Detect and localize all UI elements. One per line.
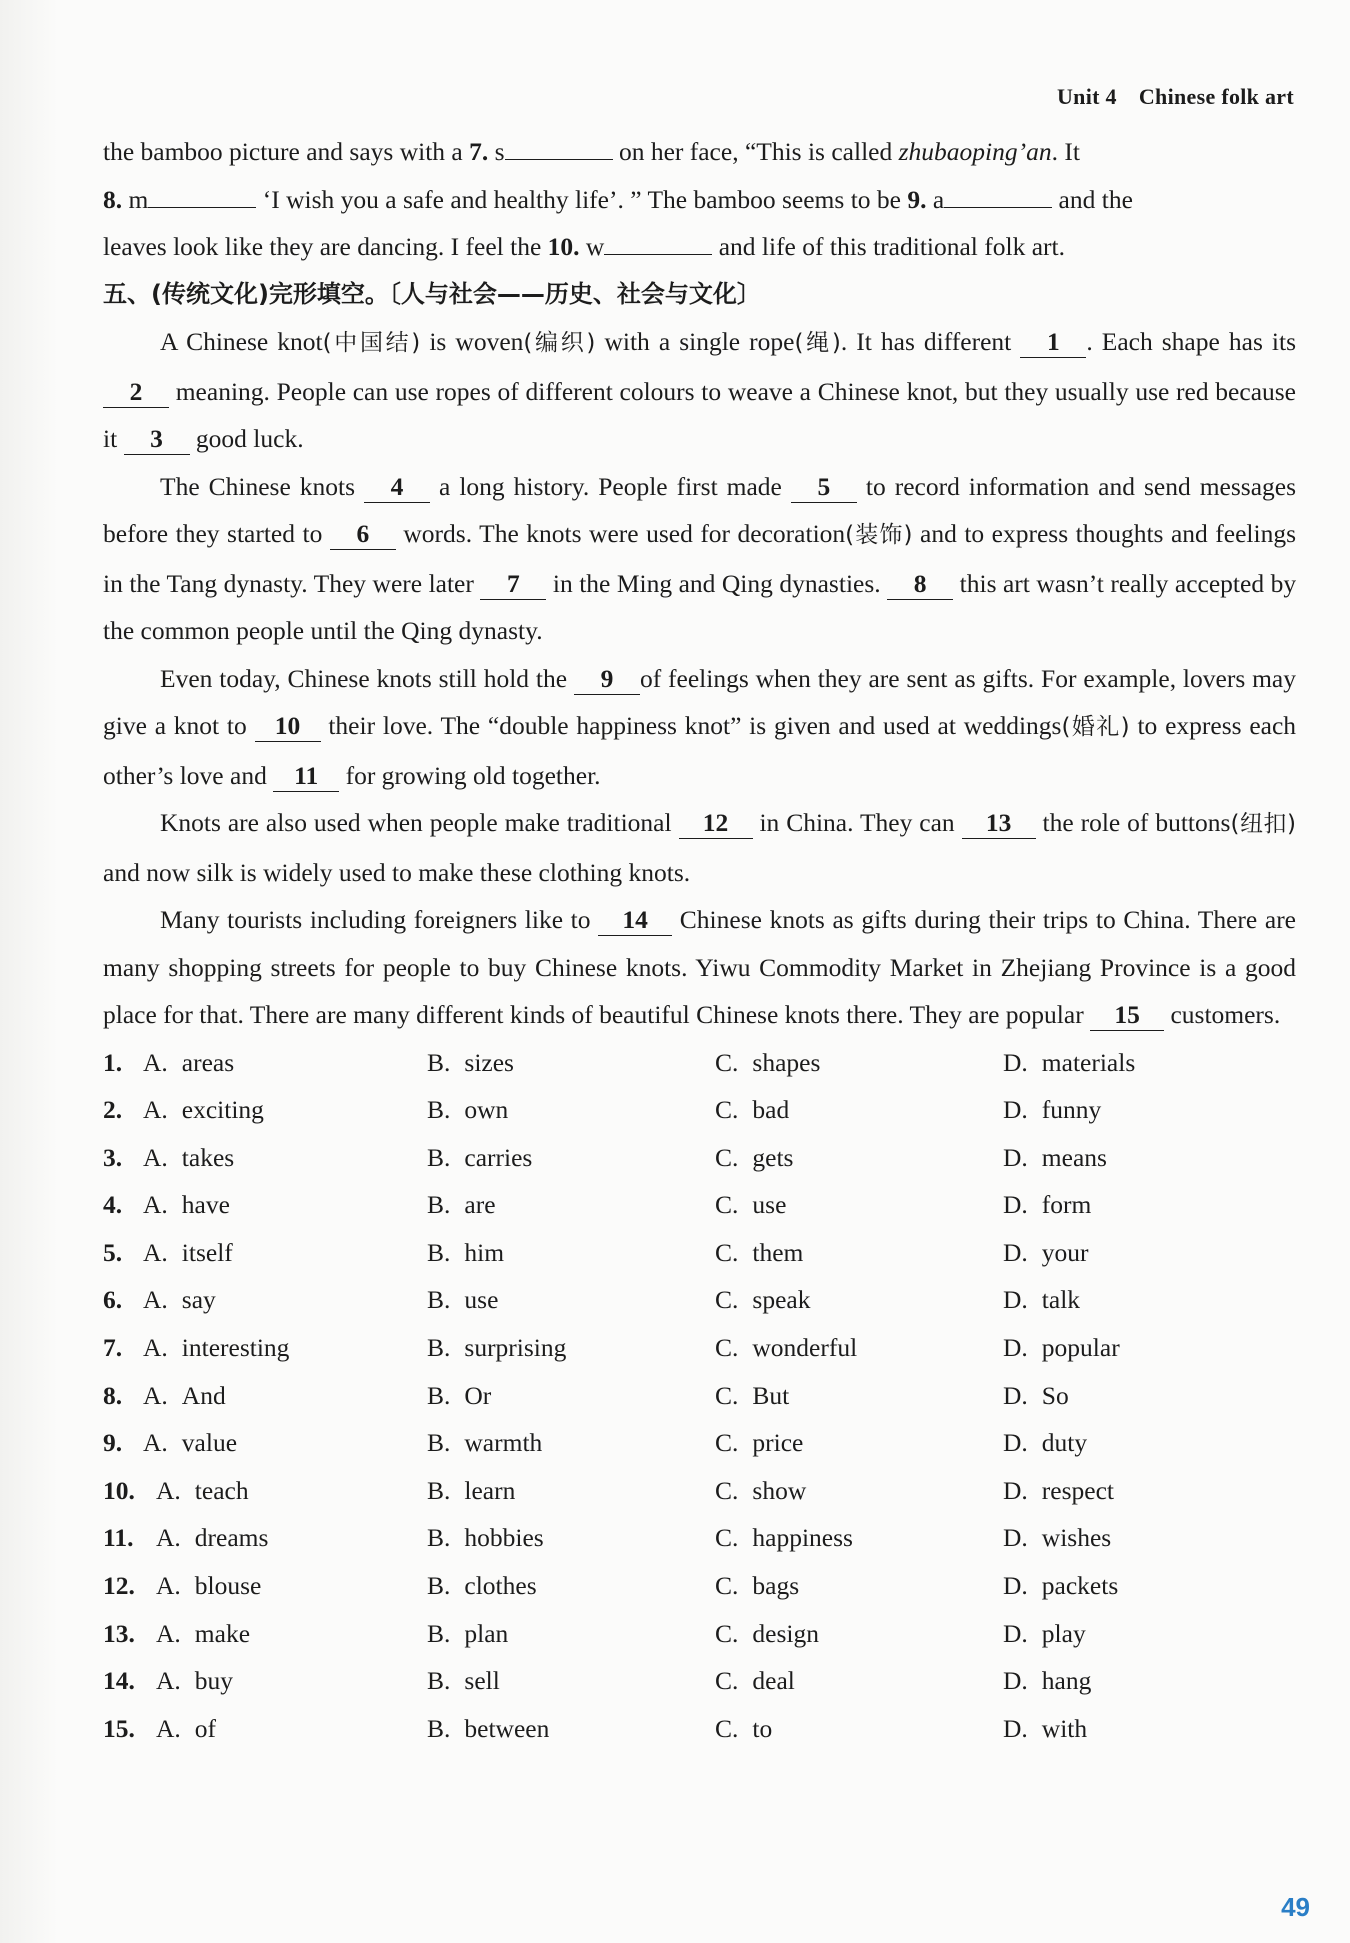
option-text: teach (194, 1475, 249, 1505)
option-text: packets (1041, 1571, 1119, 1601)
option-c[interactable] (715, 1705, 1003, 1753)
question-number: 5. (103, 1237, 123, 1267)
option-text: use (464, 1285, 499, 1315)
cloze-blank-8[interactable]: 8 (887, 569, 953, 600)
option-letter: A. (143, 1047, 168, 1077)
option-letter: B. (427, 1618, 451, 1648)
cloze-blank-3[interactable]: 3 (124, 424, 190, 455)
option-c[interactable] (715, 1562, 1003, 1610)
option-c[interactable] (715, 1657, 1003, 1705)
option-text: means (1041, 1142, 1107, 1172)
option-text: hang (1041, 1666, 1092, 1696)
option-text: learn (464, 1475, 516, 1505)
option-text: But (752, 1380, 790, 1410)
option-letter: B. (427, 1190, 451, 1220)
option-row (103, 1324, 1296, 1372)
option-letter: B. (427, 1475, 451, 1505)
option-d[interactable] (1003, 1705, 1296, 1753)
option-text: hobbies (464, 1523, 544, 1553)
question-number: 6. (103, 1285, 123, 1315)
option-letter: C. (715, 1047, 739, 1077)
option-d[interactable] (1003, 1229, 1296, 1277)
option-text: buy (194, 1666, 234, 1696)
section4-line1: the bamboo picture and says with a 7. s on her face, “This is called zhubaoping’an. It (103, 128, 1296, 176)
option-a[interactable] (103, 1181, 427, 1229)
option-a[interactable] (103, 1657, 427, 1705)
option-letter: A. (143, 1285, 168, 1315)
cloze-blank-13[interactable]: 13 (962, 808, 1036, 839)
option-letter: C. (715, 1475, 739, 1505)
option-text: bags (752, 1571, 800, 1601)
option-text: value (181, 1428, 238, 1458)
page-number: 49 (1281, 1892, 1310, 1922)
option-letter: B. (427, 1713, 451, 1743)
option-c[interactable] (715, 1039, 1003, 1087)
cloze-paragraph-2: The Chinese knots 4 a long history. People first made 5 to record information and send messages before they started to 6 words. The knots were used for decoration(装饰) and to express thoughts and feelings in the Tang dynasty. They were later 7 in the Ming and Qing dynasties. 8 this art wasn’t really accepted by the common people until the Qing dynasty. (103, 471, 1297, 645)
option-text: have (181, 1190, 230, 1220)
option-c[interactable] (715, 1229, 1003, 1277)
option-a[interactable] (103, 1705, 427, 1753)
question-number: 15. (103, 1713, 135, 1743)
section5-title: 五、(传统文化)完形填空。〔人与社会——历史、社会与文化〕 (103, 279, 761, 308)
fill-blank-7[interactable] (505, 129, 613, 160)
option-b[interactable] (427, 1086, 715, 1134)
option-letter: A. (156, 1666, 181, 1696)
option-a[interactable] (103, 1229, 427, 1277)
option-letter: B. (427, 1380, 451, 1410)
option-row (103, 1181, 1296, 1229)
option-text: between (464, 1713, 550, 1743)
option-text: are (464, 1190, 496, 1220)
cloze-blank-9[interactable]: 9 (574, 664, 640, 695)
option-text: blouse (194, 1571, 262, 1601)
question-number: 14. (103, 1666, 135, 1696)
option-text: carries (464, 1142, 533, 1172)
option-c[interactable] (715, 1181, 1003, 1229)
option-text: popular (1041, 1333, 1120, 1363)
option-text: sell (464, 1666, 500, 1696)
option-row (103, 1039, 1296, 1087)
fill-blank-8[interactable] (148, 177, 256, 208)
option-letter: B. (427, 1142, 451, 1172)
option-letter: C. (715, 1190, 739, 1220)
option-d[interactable] (1003, 1514, 1296, 1562)
option-c[interactable] (715, 1467, 1003, 1515)
option-c[interactable] (715, 1086, 1003, 1134)
cloze-paragraph-4: Knots are also used when people make traditional 12 in China. They can 13 the role of buttons(纽扣) and now silk is widely used to make these clothing knots. (103, 808, 1297, 887)
cloze-blank-11[interactable]: 11 (273, 761, 339, 792)
option-a[interactable] (103, 1276, 427, 1324)
question-number: 12. (103, 1571, 135, 1601)
option-a[interactable] (103, 1324, 427, 1372)
option-letter: D. (1003, 1333, 1028, 1363)
option-a[interactable] (103, 1514, 427, 1562)
question-number: 4. (103, 1190, 123, 1220)
question-number: 13. (103, 1618, 135, 1648)
option-text: wonderful (752, 1333, 858, 1363)
option-b[interactable] (427, 1276, 715, 1324)
option-c[interactable] (715, 1419, 1003, 1467)
option-letter: B. (427, 1095, 451, 1125)
option-text: exciting (181, 1095, 264, 1125)
option-text: dreams (194, 1523, 269, 1553)
cloze-blank-10[interactable]: 10 (255, 711, 321, 742)
option-letter: A. (156, 1618, 181, 1648)
cloze-paragraph-3: Even today, Chinese knots still hold the 9 of feelings when they are sent as gifts. For example, lovers may give a knot to 10 their love. The “double happiness knot” is given and used at weddings(婚礼) to express each other’s love and 11 for growing old together. (103, 663, 1297, 790)
option-c[interactable] (715, 1610, 1003, 1658)
option-letter: D. (1003, 1618, 1028, 1648)
option-d[interactable] (1003, 1467, 1296, 1515)
option-d[interactable] (1003, 1562, 1296, 1610)
cloze-blank-12[interactable]: 12 (679, 808, 753, 839)
option-row (103, 1086, 1296, 1134)
option-letter: B. (427, 1523, 451, 1553)
option-text: happiness (752, 1523, 853, 1553)
question-number: 7. (103, 1333, 123, 1363)
option-text: itself (181, 1237, 233, 1267)
option-text: play (1041, 1618, 1086, 1648)
option-letter: C. (715, 1523, 739, 1553)
option-text: So (1041, 1380, 1069, 1410)
option-b[interactable] (427, 1229, 715, 1277)
option-a[interactable] (103, 1134, 427, 1182)
option-letter: A. (143, 1190, 168, 1220)
option-letter: B. (427, 1666, 451, 1696)
option-letter: C. (715, 1713, 739, 1743)
section4-line2: 8. m ‘I wish you a safe and healthy life’. ” The bamboo seems to be 9. a and the (103, 176, 1296, 224)
option-a[interactable] (103, 1086, 427, 1134)
option-text: sizes (464, 1047, 514, 1077)
option-text: wishes (1041, 1523, 1112, 1553)
option-letter: A. (143, 1142, 168, 1172)
option-letter: B. (427, 1571, 451, 1601)
options-list (103, 1039, 1296, 1753)
option-b[interactable] (427, 1324, 715, 1372)
option-text: gets (752, 1142, 794, 1172)
option-row (103, 1229, 1296, 1277)
option-letter: B. (427, 1333, 451, 1363)
option-text: duty (1041, 1428, 1088, 1458)
option-c[interactable] (715, 1276, 1003, 1324)
option-a[interactable] (103, 1467, 427, 1515)
option-letter: D. (1003, 1142, 1028, 1172)
option-text: talk (1041, 1285, 1081, 1315)
option-c[interactable] (715, 1134, 1003, 1182)
option-text: speak (752, 1285, 811, 1315)
option-d[interactable] (1003, 1610, 1296, 1658)
option-text: use (752, 1190, 787, 1220)
option-text: own (464, 1095, 509, 1125)
question-number: 1. (103, 1047, 123, 1077)
option-text: make (194, 1618, 251, 1648)
option-d[interactable] (1003, 1372, 1296, 1420)
option-letter: A. (156, 1475, 181, 1505)
option-letter: D. (1003, 1523, 1028, 1553)
question-number: 10. (103, 1475, 135, 1505)
cloze-paragraph-1: A Chinese knot(中国结) is woven(编织) with a single rope(绳). It has different 1 . Each shape has its 2 meaning. People can use ropes of different colours to weave a Chinese knot, but they usually use red because it 3 good luck. (103, 327, 1297, 453)
option-letter: C. (715, 1666, 739, 1696)
option-letter: C. (715, 1618, 739, 1648)
option-letter: D. (1003, 1285, 1028, 1315)
option-b[interactable] (427, 1657, 715, 1705)
option-c[interactable] (715, 1514, 1003, 1562)
option-text: show (752, 1475, 807, 1505)
cloze-paragraph-5: Many tourists including foreigners like to 14 Chinese knots as gifts during their trips to China. There are many shopping streets for people to buy Chinese knots. Yiwu Commodity Market in Zhejiang Province is a good place for that. There are many different kinds of beautiful Chinese knots there. They are popular 15 customers. (103, 905, 1296, 1029)
question-number: 3. (103, 1142, 123, 1172)
option-row (103, 1419, 1296, 1467)
option-letter: B. (427, 1237, 451, 1267)
cloze-blank-1[interactable]: 1 (1020, 327, 1086, 358)
option-letter: B. (427, 1285, 451, 1315)
question-number: 8. (103, 1380, 123, 1410)
option-text: areas (181, 1047, 235, 1077)
fill-blank-9[interactable] (944, 177, 1052, 208)
option-a[interactable] (103, 1372, 427, 1420)
option-d[interactable] (1003, 1419, 1296, 1467)
option-letter: D. (1003, 1666, 1028, 1696)
cloze-blank-7[interactable]: 7 (480, 569, 546, 600)
option-text: him (464, 1237, 505, 1267)
option-row (103, 1562, 1296, 1610)
option-text: plan (464, 1618, 509, 1648)
option-text: shapes (752, 1047, 821, 1077)
option-letter: C. (715, 1142, 739, 1172)
option-letter: A. (143, 1380, 168, 1410)
option-letter: D. (1003, 1047, 1028, 1077)
option-row (103, 1514, 1296, 1562)
option-a[interactable] (103, 1039, 427, 1087)
question-number: 9. (103, 1428, 123, 1458)
unit-title: Chinese folk art (1138, 84, 1294, 109)
option-b[interactable] (427, 1610, 715, 1658)
option-c[interactable] (715, 1324, 1003, 1372)
option-row (103, 1657, 1296, 1705)
option-text: them (752, 1237, 804, 1267)
option-b[interactable] (427, 1181, 715, 1229)
option-letter: D. (1003, 1095, 1028, 1125)
option-letter: C. (715, 1095, 739, 1125)
fill-blank-10[interactable] (604, 224, 712, 255)
option-text: bad (752, 1095, 790, 1125)
question-number: 11. (103, 1523, 134, 1553)
option-letter: D. (1003, 1475, 1028, 1505)
cloze-blank-14[interactable]: 14 (598, 905, 672, 936)
option-text: with (1041, 1713, 1088, 1743)
option-text: Or (464, 1380, 492, 1410)
option-text: design (752, 1618, 819, 1648)
option-b[interactable] (427, 1514, 715, 1562)
option-a[interactable] (103, 1610, 427, 1658)
option-d[interactable] (1003, 1657, 1296, 1705)
page-edge-shadow (0, 0, 58, 1943)
option-letter: C. (715, 1333, 739, 1363)
option-row (103, 1372, 1296, 1420)
option-text: surprising (464, 1333, 567, 1363)
option-letter: B. (427, 1047, 451, 1077)
option-letter: A. (143, 1333, 168, 1363)
option-a[interactable] (103, 1419, 427, 1467)
section4-line3: leaves look like they are dancing. I feel the 10. w and life of this traditional folk art. (103, 223, 1296, 271)
option-d[interactable] (1003, 1039, 1296, 1087)
option-letter: B. (427, 1428, 451, 1458)
option-text: funny (1041, 1095, 1102, 1125)
option-b[interactable] (427, 1134, 715, 1182)
cloze-blank-4[interactable]: 4 (364, 472, 430, 503)
option-text: And (181, 1380, 226, 1410)
option-row (103, 1610, 1296, 1658)
option-letter: A. (143, 1095, 168, 1125)
option-row (103, 1134, 1296, 1182)
option-letter: C. (715, 1380, 739, 1410)
option-letter: A. (156, 1523, 181, 1553)
option-letter: C. (715, 1237, 739, 1267)
option-b[interactable] (427, 1562, 715, 1610)
option-text: form (1041, 1190, 1092, 1220)
option-text: deal (752, 1666, 795, 1696)
option-row (103, 1276, 1296, 1324)
option-text: materials (1041, 1047, 1136, 1077)
option-letter: A. (156, 1713, 181, 1743)
option-text: your (1041, 1237, 1089, 1267)
option-text: respect (1041, 1475, 1115, 1505)
option-row (103, 1705, 1296, 1753)
option-letter: A. (143, 1428, 168, 1458)
option-b[interactable] (427, 1372, 715, 1420)
option-d[interactable] (1003, 1134, 1296, 1182)
option-b[interactable] (427, 1419, 715, 1467)
option-letter: C. (715, 1571, 739, 1601)
option-row (103, 1467, 1296, 1515)
option-text: clothes (464, 1571, 537, 1601)
option-letter: D. (1003, 1428, 1028, 1458)
option-text: of (194, 1713, 217, 1743)
option-letter: D. (1003, 1380, 1028, 1410)
option-letter: A. (143, 1237, 168, 1267)
option-a[interactable] (103, 1562, 427, 1610)
question-number: 2. (103, 1095, 123, 1125)
page-content (103, 128, 1296, 1752)
option-letter: C. (715, 1285, 739, 1315)
option-letter: C. (715, 1428, 739, 1458)
cloze-blank-2[interactable]: 2 (103, 377, 169, 408)
option-text: takes (181, 1142, 235, 1172)
option-b[interactable] (427, 1467, 715, 1515)
option-letter: D. (1003, 1237, 1028, 1267)
option-text: interesting (181, 1333, 290, 1363)
option-text: say (181, 1285, 216, 1315)
option-d[interactable] (1003, 1181, 1296, 1229)
option-b[interactable] (427, 1039, 715, 1087)
cloze-blank-15[interactable]: 15 (1090, 1000, 1164, 1031)
option-text: price (752, 1428, 804, 1458)
cloze-blank-5[interactable]: 5 (791, 472, 857, 503)
option-letter: D. (1003, 1571, 1028, 1601)
option-c[interactable] (715, 1372, 1003, 1420)
option-letter: D. (1003, 1190, 1028, 1220)
option-letter: A. (156, 1571, 181, 1601)
option-text: to (752, 1713, 773, 1743)
running-header (1057, 84, 1294, 110)
option-d[interactable] (1003, 1276, 1296, 1324)
option-text: warmth (464, 1428, 543, 1458)
option-b[interactable] (427, 1705, 715, 1753)
option-letter: D. (1003, 1713, 1028, 1743)
option-d[interactable] (1003, 1086, 1296, 1134)
cloze-blank-6[interactable]: 6 (330, 519, 396, 550)
unit-label: Unit 4 (1056, 84, 1117, 109)
option-d[interactable] (1003, 1324, 1296, 1372)
